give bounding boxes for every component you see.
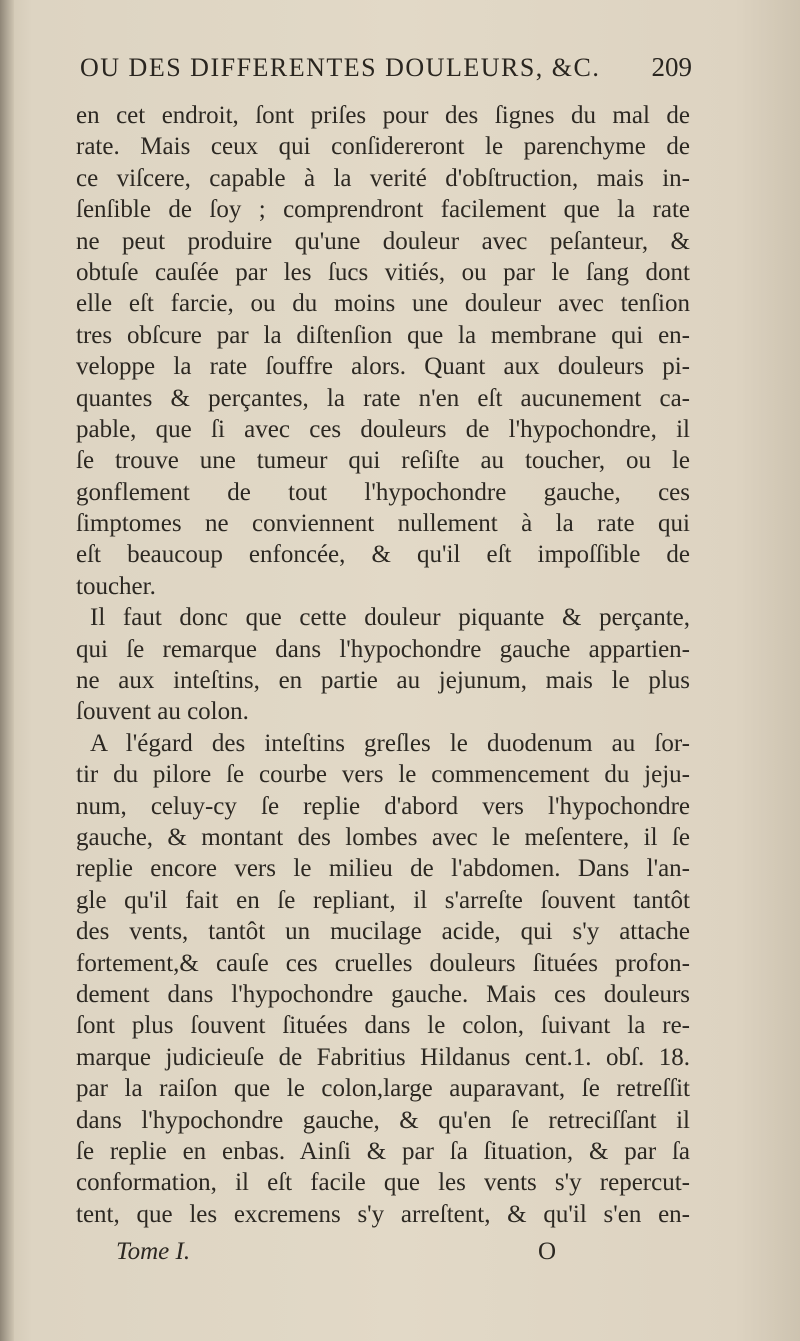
text-line: qui ſe remarque dans l'hypochondre gauche appartien- (76, 635, 690, 663)
volume-label: Tome I. (116, 1238, 191, 1265)
running-title: OU DES DIFFERENTES DOULEURS, &C. (80, 53, 601, 82)
text-line: ſouvent au colon. (76, 698, 249, 726)
page-number: 209 (651, 52, 692, 82)
text-line: quantes & perçantes, la rate n'en eſt aucunement ca- (76, 384, 690, 412)
text-line: tres obſcure par la diſtenſion que la membrane qui en- (76, 321, 690, 349)
text-line: gonflement de tout l'hypochondre gauche, ces (76, 478, 690, 506)
text-line: obtuſe cauſée par les ſucs vitiés, ou par le ſang dont (76, 258, 690, 286)
text-line: num, celuy-cy ſe replie d'abord vers l'hypochondre (76, 792, 690, 820)
text-line: ſimptomes ne conviennent nullement à la rate qui (76, 510, 690, 538)
text-line: conformation, il eſt facile que les vents s'y repercut- (76, 1169, 690, 1197)
text-line: dement dans l'hypochondre gauche. Mais ces douleurs (76, 980, 690, 1008)
text-line: replie encore vers le milieu de l'abdomen. Dans l'an- (76, 855, 690, 883)
text-line: veloppe la rate ſouffre alors. Quant aux douleurs pi- (76, 353, 690, 381)
text-line: ſe trouve une tumeur qui reſiſte au toucher, ou le (76, 447, 690, 475)
body-text (76, 100, 690, 1230)
text-line: fortement,& cauſe ces cruelles douleurs ſituées profon- (76, 949, 690, 977)
text-line: marque judicieuſe de Fabritius Hildanus cent.1. obſ. 18. (76, 1043, 690, 1071)
running-head (80, 52, 692, 83)
text-line: dans l'hypochondre gauche, & qu'en ſe retreciſſant il (76, 1106, 690, 1134)
text-line: ſenſible de ſoy ; comprendront facilement que la rate (76, 196, 690, 224)
text-line: elle eſt farcie, ou du moins une douleur avec tenſion (76, 290, 690, 318)
signature-mark: O (537, 1238, 556, 1265)
text-line: ſont plus ſouvent ſituées dans le colon, ſuivant la re- (76, 1012, 690, 1040)
text-line: ne aux inteſtins, en partie au jejunum, mais le plus (76, 667, 690, 695)
text-line: eſt beaucoup enfoncée, & qu'il eſt impoſſible de (76, 541, 690, 569)
text-line: des vents, tantôt un mucilage acide, qui s'y attache (76, 918, 690, 946)
page-footer (116, 1238, 556, 1266)
text-line: ce viſcere, capable à la verité d'obſtruction, mais in- (76, 164, 690, 192)
text-line: A l'égard des inteſtins greſles le duodenum au ſor- (90, 729, 690, 757)
page-spine-edge (0, 0, 14, 1341)
text-line: pable, que ſi avec ces douleurs de l'hypochondre, il (76, 415, 690, 443)
text-line: tir du pilore ſe courbe vers le commencement du jeju- (76, 761, 690, 789)
text-line: toucher. (76, 572, 156, 600)
text-line: ne peut produire qu'une douleur avec peſanteur, & (76, 227, 690, 255)
text-line: en cet endroit, ſont priſes pour des ſignes du mal de (76, 102, 690, 129)
text-line: par la raiſon que le colon,large auparavant, ſe retreſſit (76, 1075, 690, 1103)
text-line: ſe replie en enbas. Ainſi & par ſa ſituation, & par ſa (76, 1137, 690, 1165)
text-line: Il faut donc que cette douleur piquante & perçante, (90, 604, 690, 632)
text-line: rate. Mais ceux qui conſidereront le parenchyme de (76, 133, 690, 161)
text-line: tent, que les excremens s'y arreſtent, & qu'il s'en en- (76, 1200, 690, 1228)
text-line: gauche, & montant des lombes avec le meſentere, il ſe (76, 823, 690, 851)
text-line: gle qu'il fait en ſe repliant, il s'arreſte ſouvent tantôt (76, 886, 690, 914)
